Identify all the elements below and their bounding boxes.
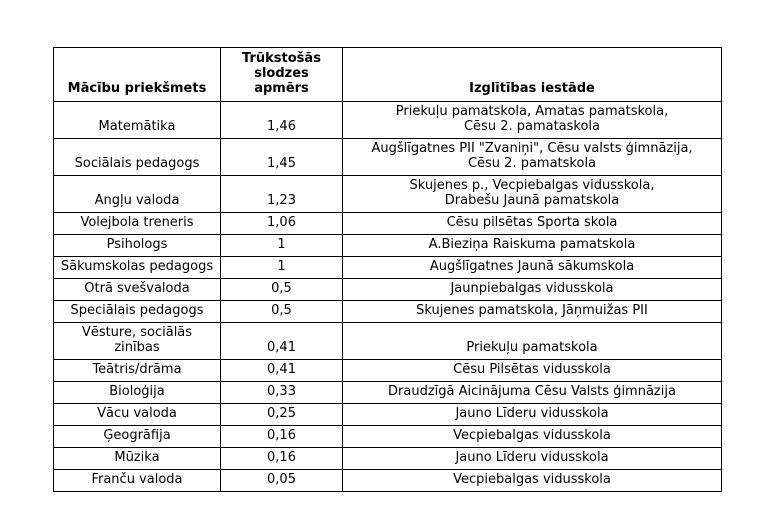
subject-cell: Sākumskolas pedagogs bbox=[54, 257, 221, 279]
subject-cell: Mūzika bbox=[54, 448, 221, 470]
institution-cell: Cēsu pilsētas Sporta skola bbox=[343, 213, 722, 235]
amount-cell: 1 bbox=[221, 235, 343, 257]
subject-cell: Otrā svešvaloda bbox=[54, 279, 221, 301]
amount-cell: 0,05 bbox=[221, 470, 343, 492]
institution-cell: Priekuļu pamatskola, Amatas pamatskola, Cēsu 2. pamataskola bbox=[343, 102, 722, 139]
table-row bbox=[54, 360, 722, 382]
table-row bbox=[54, 404, 722, 426]
column-header-institution: Izglītības iestāde bbox=[343, 48, 722, 102]
staffing-table-container bbox=[53, 47, 722, 492]
table-row bbox=[54, 323, 722, 360]
amount-cell: 0,41 bbox=[221, 360, 343, 382]
table-row bbox=[54, 382, 722, 404]
table-row bbox=[54, 176, 722, 213]
amount-cell: 0,41 bbox=[221, 323, 343, 360]
table-row bbox=[54, 213, 722, 235]
institution-cell: Priekuļu pamatskola bbox=[343, 323, 722, 360]
table-body bbox=[54, 102, 722, 492]
amount-cell: 0,16 bbox=[221, 426, 343, 448]
subject-cell: Vēsture, sociālās zinības bbox=[54, 323, 221, 360]
table-row bbox=[54, 257, 722, 279]
amount-cell: 1 bbox=[221, 257, 343, 279]
table-head bbox=[54, 48, 722, 102]
institution-cell: Draudzīgā Aicinājuma Cēsu Valsts ģimnāzija bbox=[343, 382, 722, 404]
subject-cell: Speciālais pedagogs bbox=[54, 301, 221, 323]
amount-cell: 1,45 bbox=[221, 139, 343, 176]
subject-cell: Psihologs bbox=[54, 235, 221, 257]
table-row bbox=[54, 235, 722, 257]
subject-cell: Ģeogrāfija bbox=[54, 426, 221, 448]
amount-cell: 0,5 bbox=[221, 301, 343, 323]
institution-cell: Augšlīgatnes PII "Zvaniņi", Cēsu valsts ģimnāzija, Cēsu 2. pamatskola bbox=[343, 139, 722, 176]
amount-cell: 0,33 bbox=[221, 382, 343, 404]
institution-cell: Jauno Līderu vidusskola bbox=[343, 448, 722, 470]
institution-cell: Augšlīgatnes Jaunā sākumskola bbox=[343, 257, 722, 279]
table-row bbox=[54, 301, 722, 323]
institution-cell: Cēsu Pilsētas vidusskola bbox=[343, 360, 722, 382]
institution-cell: A.Bieziņa Raiskuma pamatskola bbox=[343, 235, 722, 257]
subject-cell: Volejbola treneris bbox=[54, 213, 221, 235]
column-header-amount: Trūkstošās slodzes apmērs bbox=[221, 48, 343, 102]
amount-cell: 0,16 bbox=[221, 448, 343, 470]
amount-cell: 0,5 bbox=[221, 279, 343, 301]
subject-cell: Teātris/drāma bbox=[54, 360, 221, 382]
institution-cell: Vecpiebalgas vidusskola bbox=[343, 426, 722, 448]
subject-cell: Bioloģija bbox=[54, 382, 221, 404]
subject-cell: Angļu valoda bbox=[54, 176, 221, 213]
table-row bbox=[54, 470, 722, 492]
institution-cell: Jaunpiebalgas vidusskola bbox=[343, 279, 722, 301]
amount-cell: 0,25 bbox=[221, 404, 343, 426]
table-row bbox=[54, 279, 722, 301]
table-row bbox=[54, 448, 722, 470]
missing-workload-table bbox=[53, 47, 722, 492]
table-row bbox=[54, 102, 722, 139]
subject-cell: Franču valoda bbox=[54, 470, 221, 492]
table-header-row bbox=[54, 48, 722, 102]
institution-cell: Skujenes pamatskola, Jāņmuižas PII bbox=[343, 301, 722, 323]
institution-cell: Jauno Līderu vidusskola bbox=[343, 404, 722, 426]
institution-cell: Skujenes p., Vecpiebalgas vidusskola, Drabešu Jaunā pamatskola bbox=[343, 176, 722, 213]
subject-cell: Sociālais pedagogs bbox=[54, 139, 221, 176]
amount-cell: 1,06 bbox=[221, 213, 343, 235]
subject-cell: Matemātika bbox=[54, 102, 221, 139]
column-header-subject: Mācību priekšmets bbox=[54, 48, 221, 102]
table-row bbox=[54, 426, 722, 448]
subject-cell: Vācu valoda bbox=[54, 404, 221, 426]
amount-cell: 1,23 bbox=[221, 176, 343, 213]
table-row bbox=[54, 139, 722, 176]
institution-cell: Vecpiebalgas vidusskola bbox=[343, 470, 722, 492]
amount-cell: 1,46 bbox=[221, 102, 343, 139]
